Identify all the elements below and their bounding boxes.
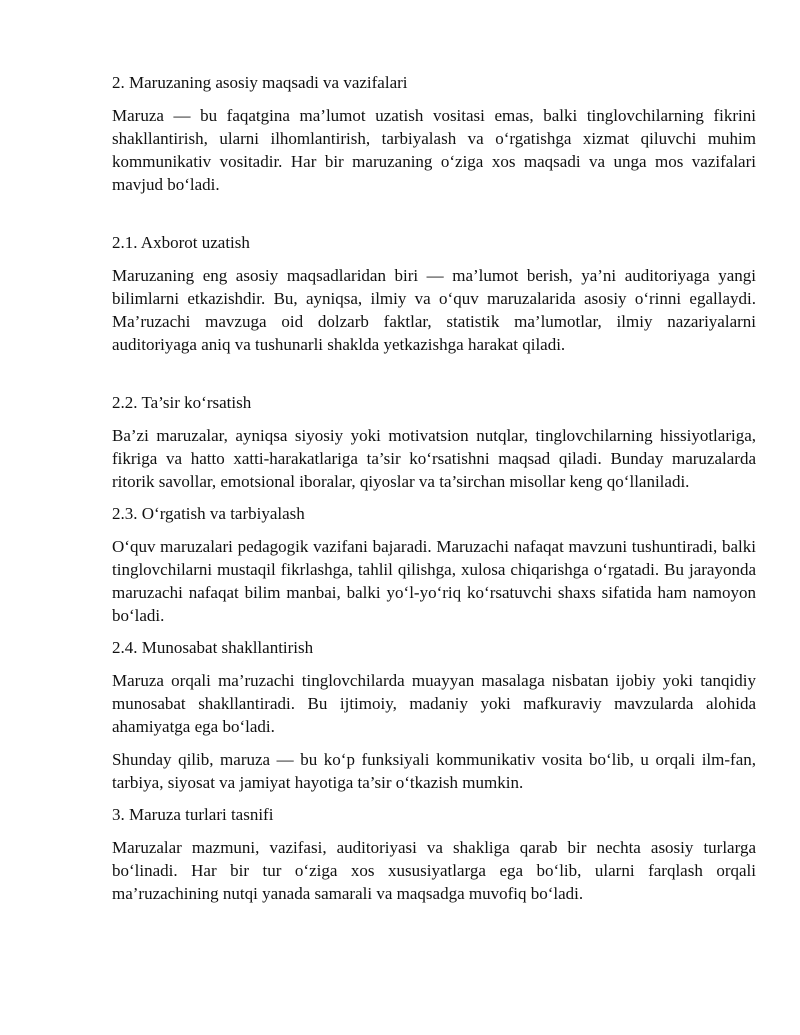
subsection-heading: 2.1. Axborot uzatish (112, 233, 250, 252)
subsection-heading: 2.3. O‘rgatish va tarbiyalash (112, 504, 305, 523)
document-page (112, 72, 756, 915)
subsection-heading: 2.4. Munosabat shakllantirish (112, 638, 314, 657)
body-paragraph: Maruzaning eng asosiy maqsadlaridan biri — ma’lumot berish, ya’ni auditoriyaga yangi bilimlarni etkazishdir. Bu, ayniqsa, ilmiy va o‘quv maruzalarida asosiy o‘rinni egallaydi. Ma’ruzachi mavzuga oid dolzarb faktlar, statistik ma’lumotlar, ilmiy nazariyalarni auditoriyaga aniq va tushunarli shaklda yetkazishga harakat qiladi. (112, 266, 756, 354)
subsection-heading: 2.2. Ta’sir ko‘rsatish (112, 393, 252, 412)
body-paragraph: Ba’zi maruzalar, ayniqsa siyosiy yoki motivatsion nutqlar, tinglovchilarning hissiyotlariga, fikriga va hatto xatti-harakatlariga ta’sir ko‘rsatishni maqsad qiladi. Bunday maruzalarda ritorik savollar, emotsional iboralar, qiyoslar va ta’sirchan misollar keng qo‘llaniladi. (112, 426, 756, 491)
body-paragraph: Maruzalar mazmuni, vazifasi, auditoriyasi va shakliga qarab bir nechta asosiy turlarga bo‘linadi. Har bir tur o‘ziga xos xususiyatlarga ega bo‘lib, ularni farqlash orqali ma’ruzachining nutqi yanada samarali va maqsadga muvofiq bo‘ladi. (112, 838, 756, 903)
section-heading: 2. Maruzaning asosiy maqsadi va vazifalari (112, 73, 408, 92)
body-paragraph: O‘quv maruzalari pedagogik vazifani bajaradi. Maruzachi nafaqat mavzuni tushuntiradi, balki tinglovchilarni mustaqil fikrlashga, tahlil qilishga, xulosa chiqarishga o‘rgatadi. Bu jarayonda maruzachi nafaqat bilim manbai, balki yo‘l-yo‘riq ko‘rsatuvchi shaxs sifatida ham namoyon bo‘ladi. (112, 537, 756, 625)
section-heading: 3. Maruza turlari tasnifi (112, 805, 274, 824)
body-paragraph: Maruza — bu faqatgina ma’lumot uzatish vositasi emas, balki tinglovchilarning fikrini shakllantirish, ularni ilhomlantirish, tarbiyalash va o‘rgatishga xizmat qiluvchi muhim kommunikativ vositadir. Har bir maruzaning o‘ziga xos maqsadi va unga mos vazifalari mavjud bo‘ladi. (112, 106, 756, 194)
body-paragraph: Maruza orqali ma’ruzachi tinglovchilarda muayyan masalaga nisbatan ijobiy yoki tanqidiy munosabat shakllantiradi. Bu ijtimoiy, madaniy yoki mafkuraviy mavzularda alohida ahamiyatga ega bo‘ladi. (112, 671, 756, 736)
body-paragraph: Shunday qilib, maruza — bu ko‘p funksiyali kommunikativ vosita bo‘lib, u orqali ilm-fan, tarbiya, siyosat va jamiyat hayotiga ta’sir o‘tkazish mumkin. (112, 750, 756, 792)
